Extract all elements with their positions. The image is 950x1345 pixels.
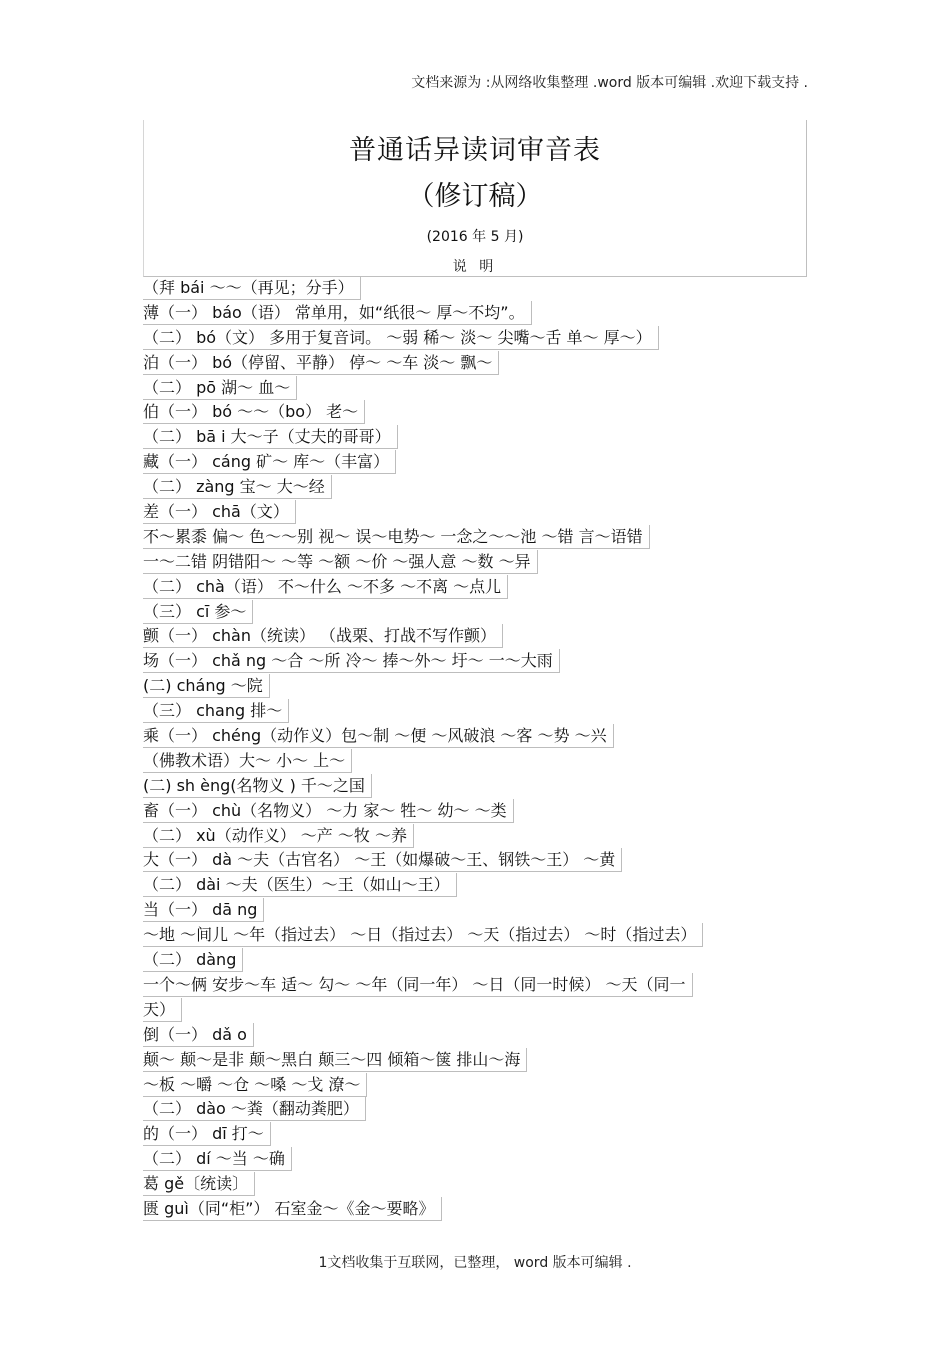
- document-title: 普通话异读词审音表: [349, 135, 601, 166]
- entry-line: 伯（一） bó ～～（bo） 老～: [143, 400, 703, 425]
- page-footer: 1文档收集于互联网，已整理， word 版本可编辑 .: [318, 1255, 632, 1271]
- entry-line: 匮 guì（同“柜”） 石室金～《金～要略》: [143, 1197, 703, 1222]
- entry-line: 藏（一） cáng 矿～ 库～（丰富）: [143, 450, 703, 475]
- entry-line: 畜（一） chù（名物义） ～力 家～ 牲～ 幼～ ～类: [143, 799, 703, 824]
- entry-line: （二） chà（语） 不～什么 ～不多 ～不离 ～点儿: [143, 575, 703, 600]
- entry-line: 倒（一） dǎ o: [143, 1023, 703, 1048]
- entry-list: [143, 276, 703, 1222]
- entry-line: (二) sh èng(名物义 ) 千～之国: [143, 774, 703, 799]
- title-box: [143, 120, 807, 277]
- entry-line: ～板 ～嚼 ～仓 ～嗓 ～戈 潦～: [143, 1073, 703, 1098]
- notes-heading: 说 明: [452, 259, 498, 275]
- entry-line: 天）: [143, 998, 703, 1023]
- entry-line: 一个～俩 安步～车 适～ 勾～ ～年（同一年） ～日（同一时候） ～天（同一: [143, 973, 703, 998]
- entry-line: （三） chang 排～: [143, 699, 703, 724]
- entry-line: 不～累黍 偏～ 色～～别 视～ 误～电势～ 一念之～～池 ～错 言～语错: [143, 525, 703, 550]
- entry-line: （二） zàng 宝～ 大～经: [143, 475, 703, 500]
- entry-line: （二） pō 湖～ 血～: [143, 376, 703, 401]
- entry-line: ～地 ～间儿 ～年（指过去） ～日（指过去） ～天（指过去） ～时（指过去）: [143, 923, 703, 948]
- entry-line: （二） dào ～粪（翻动粪肥）: [143, 1097, 703, 1122]
- entry-line: （二） dí ～当 ～确: [143, 1147, 703, 1172]
- entry-line: （二） bā i 大～子（丈夫的哥哥）: [143, 425, 703, 450]
- entry-line: （二） dài ～夫（医生）～王（如山～王）: [143, 873, 703, 898]
- entry-line: （二） xù（动作义） ～产 ～牧 ～养: [143, 824, 703, 849]
- entry-line: 泊（一） bó（停留、平静） 停～ ～车 淡～ 飘～: [143, 351, 703, 376]
- document-subtitle: （修订稿）: [407, 181, 543, 212]
- entry-line: 场（一） chǎ ng ～合 ～所 冷～ 捧～外～ 圩～ 一～大雨: [143, 649, 703, 674]
- entry-line: 大（一） dà ～夫（古官名） ～王（如爆破～王、钢铁～王） ～黄: [143, 848, 703, 873]
- entry-line: 颤（一） chàn（统读） （战栗、打战不写作颤）: [143, 624, 703, 649]
- entry-line: (二) cháng ～院: [143, 674, 703, 699]
- entry-line: 颠～ 颠～是非 颠～黑白 颠三～四 倾箱～箧 排山～海: [143, 1048, 703, 1073]
- entry-line: （拜 bái ～～（再见；分手）: [143, 276, 703, 301]
- entry-line: （二） bó（文） 多用于复音词。 ～弱 稀～ 淡～ 尖嘴～舌 单～ 厚～）: [143, 326, 703, 351]
- entry-line: 一～二错 阴错阳～ ～等 ～额 ～价 ～强人意 ～数 ～异: [143, 550, 703, 575]
- entry-line: 当（一） dā ng: [143, 898, 703, 923]
- document-date: (2016 年 5 月): [426, 229, 524, 245]
- entry-line: 薄（一） báo（语） 常单用，如“纸很～ 厚～不均”。: [143, 301, 703, 326]
- entry-line: （佛教术语）大～ 小～ 上～: [143, 749, 703, 774]
- entry-line: 的（一） dī 打～: [143, 1122, 703, 1147]
- entry-line: 差（一） chā（文）: [143, 500, 703, 525]
- header-note: 文档来源为 :从网络收集整理 .word 版本可编辑 .欢迎下载支持 .: [411, 75, 808, 91]
- entry-line: （三） cī 参～: [143, 600, 703, 625]
- entry-line: 乘（一） chéng（动作义）包～制 ～便 ～风破浪 ～客 ～势 ～兴: [143, 724, 703, 749]
- entry-line: 葛 gě〔统读〕: [143, 1172, 703, 1197]
- entry-line: （二） dàng: [143, 948, 703, 973]
